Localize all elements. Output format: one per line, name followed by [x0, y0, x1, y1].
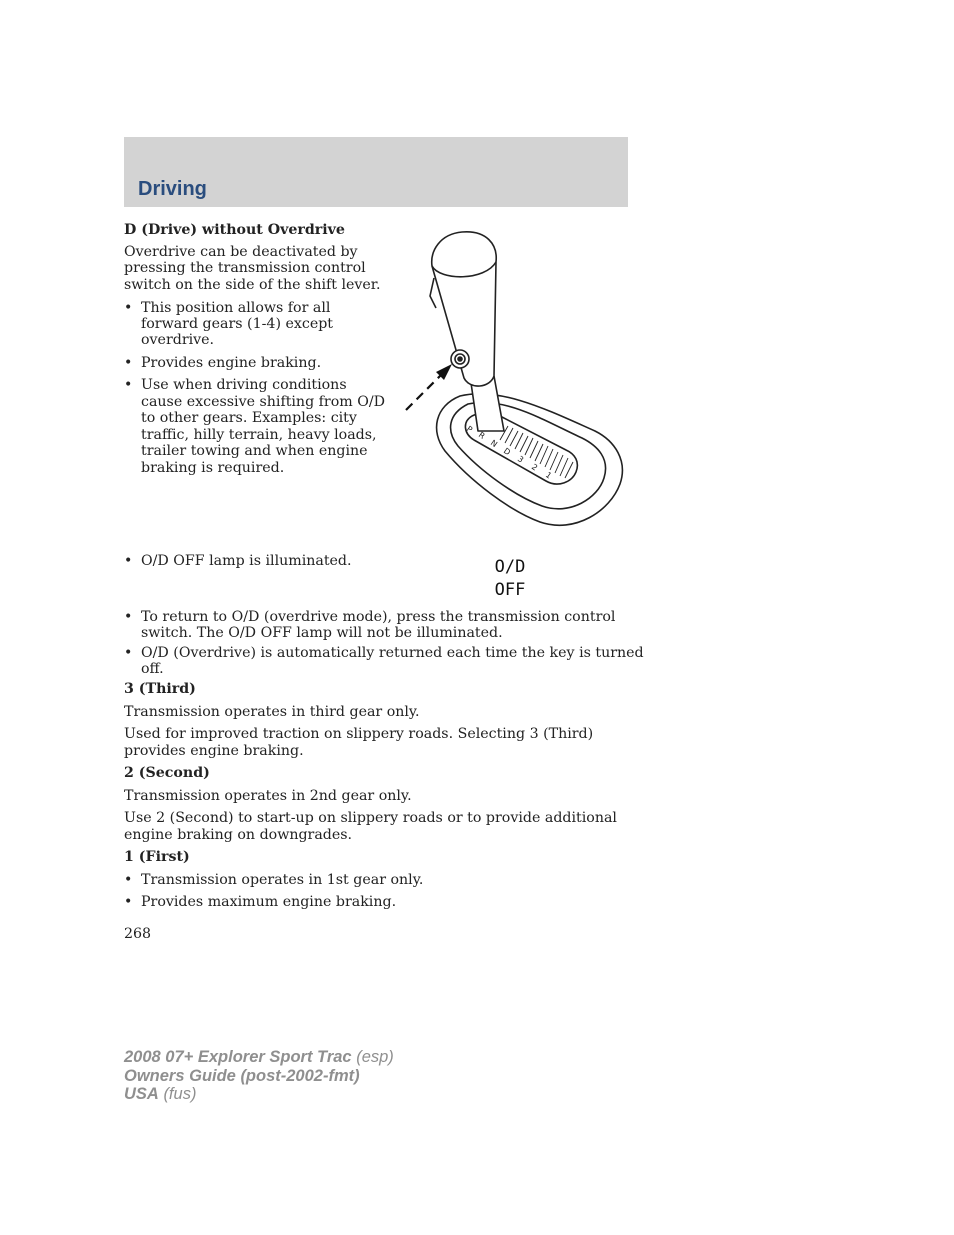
bullet-icon: • — [124, 894, 133, 910]
console-bezel-inner — [451, 402, 606, 508]
bullet-icon: • — [124, 553, 133, 569]
paragraph: Used for improved traction on slippery roads. Selecting 3 (Third) — [124, 726, 594, 742]
footer-market: USA — [124, 1085, 159, 1103]
paragraph: engine braking on downgrades. — [124, 827, 353, 843]
gate-label: P — [464, 424, 474, 435]
gate-label: N — [488, 438, 499, 450]
footer-code: (esp) — [356, 1048, 394, 1066]
intro-line: switch on the side of the shift lever. — [124, 277, 381, 293]
od-lamp-line: OFF — [494, 580, 526, 600]
bullet-icon: • — [124, 609, 133, 625]
heading-first: 1 (First) — [124, 849, 190, 865]
footer-model: 2008 07+ Explorer Sport Trac — [124, 1048, 352, 1066]
paragraph: provides engine braking. — [124, 743, 304, 759]
bullet-icon: • — [124, 872, 133, 888]
paragraph: Transmission operates in third gear only. — [124, 704, 420, 720]
section-header-band — [124, 137, 628, 207]
intro-line: Overdrive can be deactivated by — [124, 244, 358, 260]
bullet-icon: • — [124, 355, 133, 371]
bullet-icon: • — [124, 377, 133, 393]
paragraph: Use 2 (Second) to start-up on slippery roads or to provide additional — [124, 810, 617, 826]
gate-label: 1 — [543, 470, 554, 481]
gate-hatching — [500, 426, 573, 481]
page-number: 268 — [124, 926, 152, 942]
footer-guide: Owners Guide (post-2002-fmt) — [124, 1066, 360, 1085]
heading-third: 3 (Third) — [124, 681, 196, 697]
document-footer — [124, 1048, 394, 1104]
heading-second: 2 (Second) — [124, 765, 210, 781]
heading-drive-without-overdrive: D (Drive) without Overdrive — [124, 222, 345, 238]
od-lamp-line: O/D — [494, 557, 526, 577]
footer-code: (fus) — [163, 1085, 197, 1103]
gate-label: D — [501, 446, 513, 458]
gate-label: 3 — [515, 454, 526, 465]
intro-line: pressing the transmission control — [124, 260, 366, 276]
gate-label: R — [476, 430, 487, 441]
bullet-icon: • — [124, 645, 133, 661]
shift-lever-illustration — [400, 226, 628, 530]
od-off-lamp-symbol — [488, 556, 532, 602]
pointer-arrow — [406, 372, 444, 410]
bullet-icon: • — [124, 300, 133, 316]
paragraph: Transmission operates in 2nd gear only. — [124, 788, 412, 804]
gate-label: 2 — [529, 462, 540, 473]
section-title: Driving — [138, 178, 207, 200]
